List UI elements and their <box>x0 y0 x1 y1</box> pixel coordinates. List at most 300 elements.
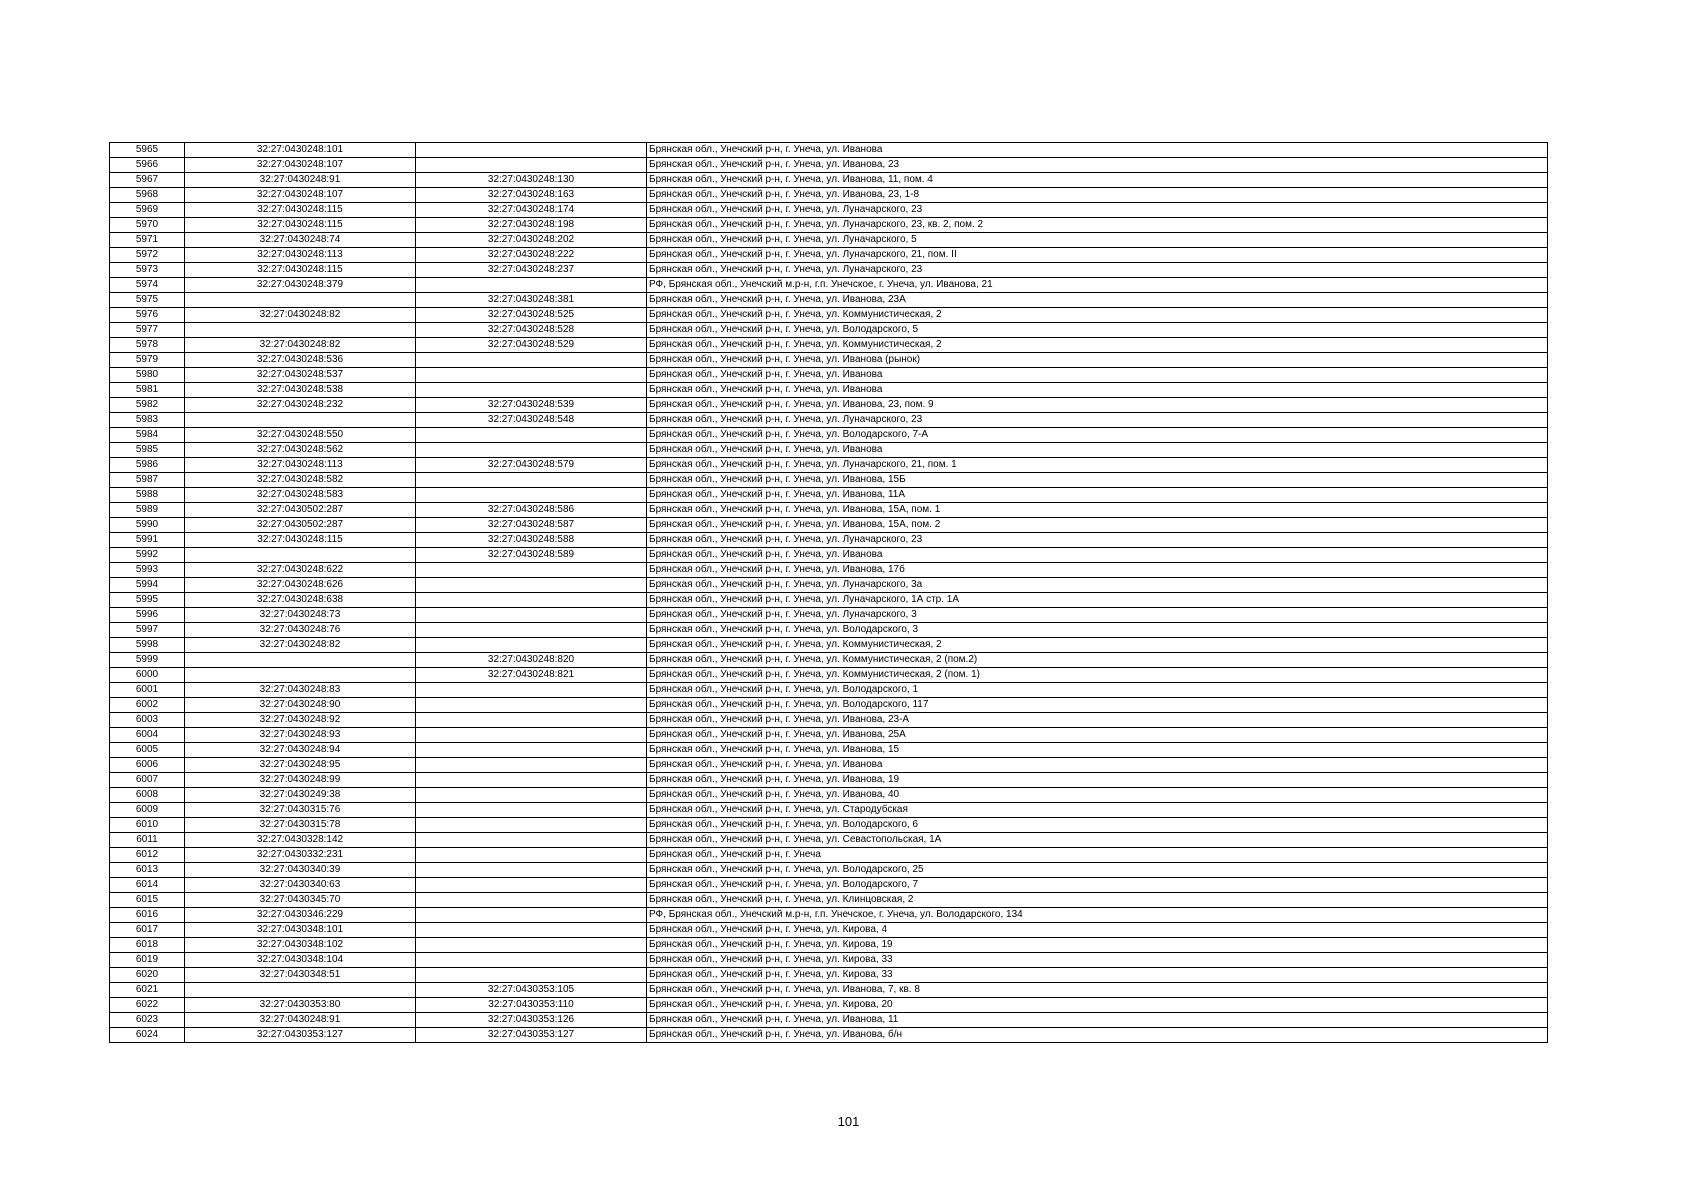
building-cadastral-number-cell <box>416 488 647 503</box>
cadastral-number-cell: 32:27:0430248:73 <box>185 608 416 623</box>
row-number-cell: 5991 <box>110 533 185 548</box>
building-cadastral-number-cell: 32:27:0430248:528 <box>416 323 647 338</box>
cadastral-number-cell: 32:27:0430345:70 <box>185 893 416 908</box>
building-cadastral-number-cell <box>416 758 647 773</box>
row-number-cell: 6010 <box>110 818 185 833</box>
table-row <box>110 188 1548 203</box>
building-cadastral-number-cell <box>416 833 647 848</box>
row-number-cell: 5979 <box>110 353 185 368</box>
building-cadastral-number-cell <box>416 878 647 893</box>
row-number-cell: 5985 <box>110 443 185 458</box>
cadastral-number-cell: 32:27:0430353:127 <box>185 1028 416 1043</box>
row-number-cell: 5982 <box>110 398 185 413</box>
table-row <box>110 683 1548 698</box>
building-cadastral-number-cell: 32:27:0430248:381 <box>416 293 647 308</box>
row-number-cell: 5971 <box>110 233 185 248</box>
cadastral-number-cell <box>185 983 416 998</box>
address-cell: Брянская обл., Унечский р-н, г. Унеча, ул. Иванова <box>647 143 1548 158</box>
row-number-cell: 6013 <box>110 863 185 878</box>
building-cadastral-number-cell <box>416 443 647 458</box>
address-cell: Брянская обл., Унечский р-н, г. Унеча, ул. Иванова, 7, кв. 8 <box>647 983 1548 998</box>
table-row <box>110 758 1548 773</box>
address-cell: Брянская обл., Унечский р-н, г. Унеча, ул. Клинцовская, 2 <box>647 893 1548 908</box>
building-cadastral-number-cell <box>416 608 647 623</box>
building-cadastral-number-cell: 32:27:0430353:126 <box>416 1013 647 1028</box>
cadastral-number-cell: 32:27:0430248:91 <box>185 173 416 188</box>
address-cell: Брянская обл., Унечский р-н, г. Унеча, ул. Иванова, 15А, пом. 1 <box>647 503 1548 518</box>
row-number-cell: 6002 <box>110 698 185 713</box>
table-row <box>110 218 1548 233</box>
cadastral-number-cell: 32:27:0430248:92 <box>185 713 416 728</box>
property-table <box>109 142 1548 1043</box>
address-cell: Брянская обл., Унечский р-н, г. Унеча, ул. Коммунистическая, 2 <box>647 338 1548 353</box>
row-number-cell: 6009 <box>110 803 185 818</box>
table-row <box>110 278 1548 293</box>
table-row <box>110 713 1548 728</box>
address-cell: Брянская обл., Унечский р-н, г. Унеча, ул. Кирова, 33 <box>647 968 1548 983</box>
address-cell: Брянская обл., Унечский р-н, г. Унеча, ул. Володарского, 25 <box>647 863 1548 878</box>
building-cadastral-number-cell: 32:27:0430248:130 <box>416 173 647 188</box>
cadastral-number-cell: 32:27:0430248:113 <box>185 458 416 473</box>
table-row <box>110 908 1548 923</box>
address-cell: Брянская обл., Унечский р-н, г. Унеча, ул. Кирова, 19 <box>647 938 1548 953</box>
table-row <box>110 698 1548 713</box>
cadastral-number-cell: 32:27:0430248:90 <box>185 698 416 713</box>
address-cell: Брянская обл., Унечский р-н, г. Унеча, ул. Володарского, 117 <box>647 698 1548 713</box>
table-row <box>110 848 1548 863</box>
table-row <box>110 533 1548 548</box>
address-cell: Брянская обл., Унечский р-н, г. Унеча, ул. Иванова, 23-А <box>647 713 1548 728</box>
building-cadastral-number-cell <box>416 623 647 638</box>
row-number-cell: 5975 <box>110 293 185 308</box>
table-row <box>110 308 1548 323</box>
row-number-cell: 6018 <box>110 938 185 953</box>
building-cadastral-number-cell <box>416 818 647 833</box>
row-number-cell: 6004 <box>110 728 185 743</box>
table-row <box>110 1028 1548 1043</box>
table-row <box>110 158 1548 173</box>
address-cell: Брянская обл., Унечский р-н, г. Унеча, ул. Иванова, 23А <box>647 293 1548 308</box>
cadastral-number-cell: 32:27:0430248:379 <box>185 278 416 293</box>
table-row <box>110 338 1548 353</box>
table-row <box>110 413 1548 428</box>
building-cadastral-number-cell: 32:27:0430248:222 <box>416 248 647 263</box>
address-cell: Брянская обл., Унечский р-н, г. Унеча, ул. Володарского, 1 <box>647 683 1548 698</box>
address-cell: Брянская обл., Унечский р-н, г. Унеча, ул. Луначарского, 3 <box>647 608 1548 623</box>
address-cell: Брянская обл., Унечский р-н, г. Унеча, ул. Иванова <box>647 383 1548 398</box>
table-row <box>110 833 1548 848</box>
table-row <box>110 173 1548 188</box>
cadastral-number-cell: 32:27:0430346:229 <box>185 908 416 923</box>
building-cadastral-number-cell: 32:27:0430248:821 <box>416 668 647 683</box>
cadastral-number-cell: 32:27:0430248:638 <box>185 593 416 608</box>
table-row <box>110 563 1548 578</box>
cadastral-number-cell: 32:27:0430248:107 <box>185 188 416 203</box>
address-cell: Брянская обл., Унечский р-н, г. Унеча <box>647 848 1548 863</box>
address-cell: Брянская обл., Унечский р-н, г. Унеча, ул. Луначарского, 23 <box>647 413 1548 428</box>
cadastral-number-cell <box>185 653 416 668</box>
cadastral-number-cell: 32:27:0430248:536 <box>185 353 416 368</box>
row-number-cell: 6017 <box>110 923 185 938</box>
row-number-cell: 5992 <box>110 548 185 563</box>
row-number-cell: 6001 <box>110 683 185 698</box>
building-cadastral-number-cell <box>416 848 647 863</box>
address-cell: Брянская обл., Унечский р-н, г. Унеча, ул. Володарского, 6 <box>647 818 1548 833</box>
table-row <box>110 548 1548 563</box>
table-row <box>110 653 1548 668</box>
cadastral-number-cell: 32:27:0430328:142 <box>185 833 416 848</box>
cadastral-number-cell: 32:27:0430502:287 <box>185 518 416 533</box>
address-cell: Брянская обл., Унечский р-н, г. Унеча, ул. Иванова <box>647 443 1548 458</box>
row-number-cell: 5994 <box>110 578 185 593</box>
cadastral-number-cell: 32:27:0430248:101 <box>185 143 416 158</box>
cadastral-number-cell: 32:27:0430248:76 <box>185 623 416 638</box>
cadastral-number-cell: 32:27:0430248:115 <box>185 203 416 218</box>
building-cadastral-number-cell: 32:27:0430248:588 <box>416 533 647 548</box>
cadastral-number-cell: 32:27:0430248:583 <box>185 488 416 503</box>
row-number-cell: 5983 <box>110 413 185 428</box>
building-cadastral-number-cell <box>416 908 647 923</box>
row-number-cell: 5984 <box>110 428 185 443</box>
address-cell: Брянская обл., Унечский р-н, г. Унеча, ул. Иванова (рынок) <box>647 353 1548 368</box>
cadastral-number-cell: 32:27:0430248:115 <box>185 533 416 548</box>
building-cadastral-number-cell: 32:27:0430248:529 <box>416 338 647 353</box>
cadastral-number-cell: 32:27:0430248:82 <box>185 308 416 323</box>
building-cadastral-number-cell: 32:27:0430353:105 <box>416 983 647 998</box>
table-row <box>110 668 1548 683</box>
table-row <box>110 983 1548 998</box>
cadastral-number-cell: 32:27:0430248:94 <box>185 743 416 758</box>
row-number-cell: 5977 <box>110 323 185 338</box>
cadastral-number-cell: 32:27:0430249:38 <box>185 788 416 803</box>
building-cadastral-number-cell: 32:27:0430248:587 <box>416 518 647 533</box>
cadastral-number-cell: 32:27:0430248:74 <box>185 233 416 248</box>
address-cell: Брянская обл., Унечский р-н, г. Унеча, ул. Иванова, 11А <box>647 488 1548 503</box>
table-row <box>110 1013 1548 1028</box>
building-cadastral-number-cell <box>416 158 647 173</box>
row-number-cell: 5998 <box>110 638 185 653</box>
table-row <box>110 353 1548 368</box>
table-body <box>110 143 1548 1043</box>
table-row <box>110 938 1548 953</box>
cadastral-number-cell <box>185 293 416 308</box>
table-row <box>110 728 1548 743</box>
table-row <box>110 953 1548 968</box>
building-cadastral-number-cell <box>416 743 647 758</box>
row-number-cell: 6000 <box>110 668 185 683</box>
row-number-cell: 5997 <box>110 623 185 638</box>
building-cadastral-number-cell: 32:27:0430248:198 <box>416 218 647 233</box>
building-cadastral-number-cell <box>416 638 647 653</box>
cadastral-number-cell: 32:27:0430248:93 <box>185 728 416 743</box>
table-row <box>110 803 1548 818</box>
row-number-cell: 5999 <box>110 653 185 668</box>
address-cell: Брянская обл., Унечский р-н, г. Унеча, ул. Кирова, 20 <box>647 998 1548 1013</box>
row-number-cell: 6007 <box>110 773 185 788</box>
building-cadastral-number-cell: 32:27:0430248:539 <box>416 398 647 413</box>
cadastral-number-cell: 32:27:0430248:538 <box>185 383 416 398</box>
address-cell: Брянская обл., Унечский р-н, г. Унеча, ул. Иванова <box>647 368 1548 383</box>
table-row <box>110 638 1548 653</box>
row-number-cell: 5987 <box>110 473 185 488</box>
page-number: 101 <box>837 1114 860 1129</box>
cadastral-number-cell: 32:27:0430348:102 <box>185 938 416 953</box>
address-cell: Брянская обл., Унечский р-н, г. Унеча, ул. Стародубская <box>647 803 1548 818</box>
address-cell: Брянская обл., Унечский р-н, г. Унеча, ул. Луначарского, 23 <box>647 263 1548 278</box>
cadastral-number-cell: 32:27:0430348:51 <box>185 968 416 983</box>
table-row <box>110 518 1548 533</box>
building-cadastral-number-cell <box>416 803 647 818</box>
row-number-cell: 6014 <box>110 878 185 893</box>
building-cadastral-number-cell <box>416 428 647 443</box>
building-cadastral-number-cell: 32:27:0430248:237 <box>416 263 647 278</box>
table-row <box>110 368 1548 383</box>
building-cadastral-number-cell <box>416 923 647 938</box>
table-row <box>110 323 1548 338</box>
row-number-cell: 5965 <box>110 143 185 158</box>
building-cadastral-number-cell <box>416 713 647 728</box>
row-number-cell: 6020 <box>110 968 185 983</box>
table-row <box>110 458 1548 473</box>
table-row <box>110 488 1548 503</box>
table-row <box>110 998 1548 1013</box>
row-number-cell: 5988 <box>110 488 185 503</box>
address-cell: Брянская обл., Унечский р-н, г. Унеча, ул. Коммунистическая, 2 <box>647 638 1548 653</box>
address-cell: Брянская обл., Унечский р-н, г. Унеча, ул. Иванова, б/н <box>647 1028 1548 1043</box>
building-cadastral-number-cell <box>416 368 647 383</box>
row-number-cell: 5972 <box>110 248 185 263</box>
address-cell: РФ, Брянская обл., Унечский м.р-н, г.п. Унечское, г. Унеча, ул. Иванова, 21 <box>647 278 1548 293</box>
cadastral-number-cell: 32:27:0430248:582 <box>185 473 416 488</box>
cadastral-number-cell: 32:27:0430340:63 <box>185 878 416 893</box>
address-cell: Брянская обл., Унечский р-н, г. Унеча, ул. Володарского, 5 <box>647 323 1548 338</box>
table-row <box>110 578 1548 593</box>
building-cadastral-number-cell: 32:27:0430248:525 <box>416 308 647 323</box>
address-cell: Брянская обл., Унечский р-н, г. Унеча, ул. Володарского, 7-А <box>647 428 1548 443</box>
address-cell: Брянская обл., Унечский р-н, г. Унеча, ул. Луначарского, 23 <box>647 533 1548 548</box>
row-number-cell: 5967 <box>110 173 185 188</box>
building-cadastral-number-cell <box>416 353 647 368</box>
table-row <box>110 608 1548 623</box>
cadastral-number-cell: 32:27:0430248:626 <box>185 578 416 593</box>
row-number-cell: 6023 <box>110 1013 185 1028</box>
cadastral-number-cell: 32:27:0430353:80 <box>185 998 416 1013</box>
row-number-cell: 5995 <box>110 593 185 608</box>
building-cadastral-number-cell: 32:27:0430248:820 <box>416 653 647 668</box>
building-cadastral-number-cell <box>416 278 647 293</box>
address-cell: РФ, Брянская обл., Унечский м.р-н, г.п. Унечское, г. Унеча, ул. Володарского, 134 <box>647 908 1548 923</box>
building-cadastral-number-cell <box>416 893 647 908</box>
row-number-cell: 6011 <box>110 833 185 848</box>
address-cell: Брянская обл., Унечский р-н, г. Унеча, ул. Иванова, 11 <box>647 1013 1548 1028</box>
building-cadastral-number-cell: 32:27:0430248:579 <box>416 458 647 473</box>
building-cadastral-number-cell <box>416 863 647 878</box>
row-number-cell: 6008 <box>110 788 185 803</box>
building-cadastral-number-cell: 32:27:0430353:127 <box>416 1028 647 1043</box>
table-row <box>110 233 1548 248</box>
address-cell: Брянская обл., Унечский р-н, г. Унеча, ул. Кирова, 4 <box>647 923 1548 938</box>
building-cadastral-number-cell <box>416 698 647 713</box>
row-number-cell: 5990 <box>110 518 185 533</box>
address-cell: Брянская обл., Унечский р-н, г. Унеча, ул. Иванова <box>647 758 1548 773</box>
row-number-cell: 5970 <box>110 218 185 233</box>
building-cadastral-number-cell: 32:27:0430248:589 <box>416 548 647 563</box>
row-number-cell: 5968 <box>110 188 185 203</box>
building-cadastral-number-cell <box>416 938 647 953</box>
address-cell: Брянская обл., Унечский р-н, г. Унеча, ул. Иванова, 23 <box>647 158 1548 173</box>
table-row <box>110 263 1548 278</box>
building-cadastral-number-cell <box>416 143 647 158</box>
table-row <box>110 968 1548 983</box>
building-cadastral-number-cell <box>416 728 647 743</box>
table-row <box>110 443 1548 458</box>
cadastral-number-cell: 32:27:0430248:82 <box>185 338 416 353</box>
table-row <box>110 593 1548 608</box>
cadastral-number-cell <box>185 548 416 563</box>
cadastral-number-cell <box>185 668 416 683</box>
cadastral-number-cell: 32:27:0430502:287 <box>185 503 416 518</box>
cadastral-number-cell: 32:27:0430248:115 <box>185 218 416 233</box>
row-number-cell: 6016 <box>110 908 185 923</box>
row-number-cell: 6015 <box>110 893 185 908</box>
address-cell: Брянская обл., Унечский р-н, г. Унеча, ул. Кирова, 33 <box>647 953 1548 968</box>
building-cadastral-number-cell: 32:27:0430248:174 <box>416 203 647 218</box>
building-cadastral-number-cell <box>416 968 647 983</box>
cadastral-number-cell: 32:27:0430248:232 <box>185 398 416 413</box>
cadastral-number-cell: 32:27:0430248:115 <box>185 263 416 278</box>
building-cadastral-number-cell: 32:27:0430248:548 <box>416 413 647 428</box>
cadastral-number-cell: 32:27:0430348:101 <box>185 923 416 938</box>
table-row <box>110 143 1548 158</box>
cadastral-number-cell: 32:27:0430248:91 <box>185 1013 416 1028</box>
table-row <box>110 383 1548 398</box>
address-cell: Брянская обл., Унечский р-н, г. Унеча, ул. Володарского, 3 <box>647 623 1548 638</box>
table-row <box>110 788 1548 803</box>
building-cadastral-number-cell <box>416 593 647 608</box>
table-row <box>110 623 1548 638</box>
address-cell: Брянская обл., Унечский р-н, г. Унеча, ул. Володарского, 7 <box>647 878 1548 893</box>
row-number-cell: 5966 <box>110 158 185 173</box>
row-number-cell: 6019 <box>110 953 185 968</box>
address-cell: Брянская обл., Унечский р-н, г. Унеча, ул. Иванова, 19 <box>647 773 1548 788</box>
row-number-cell: 6022 <box>110 998 185 1013</box>
address-cell: Брянская обл., Унечский р-н, г. Унеча, ул. Иванова, 40 <box>647 788 1548 803</box>
cadastral-number-cell: 32:27:0430248:562 <box>185 443 416 458</box>
cadastral-number-cell: 32:27:0430248:82 <box>185 638 416 653</box>
address-cell: Брянская обл., Унечский р-н, г. Унеча, ул. Луначарского, 5 <box>647 233 1548 248</box>
table-row <box>110 743 1548 758</box>
cadastral-number-cell: 32:27:0430248:107 <box>185 158 416 173</box>
row-number-cell: 6006 <box>110 758 185 773</box>
address-cell: Брянская обл., Унечский р-н, г. Унеча, ул. Иванова, 23, пом. 9 <box>647 398 1548 413</box>
table-row <box>110 428 1548 443</box>
building-cadastral-number-cell: 32:27:0430353:110 <box>416 998 647 1013</box>
table-row <box>110 893 1548 908</box>
address-cell: Брянская обл., Унечский р-н, г. Унеча, ул. Севастопольская, 1А <box>647 833 1548 848</box>
row-number-cell: 5996 <box>110 608 185 623</box>
building-cadastral-number-cell <box>416 473 647 488</box>
row-number-cell: 5974 <box>110 278 185 293</box>
cadastral-number-cell: 32:27:0430248:113 <box>185 248 416 263</box>
cadastral-number-cell: 32:27:0430315:76 <box>185 803 416 818</box>
building-cadastral-number-cell: 32:27:0430248:202 <box>416 233 647 248</box>
table-row <box>110 293 1548 308</box>
address-cell: Брянская обл., Унечский р-н, г. Унеча, ул. Иванова, 15Б <box>647 473 1548 488</box>
building-cadastral-number-cell <box>416 578 647 593</box>
table-row <box>110 248 1548 263</box>
row-number-cell: 6005 <box>110 743 185 758</box>
cadastral-number-cell <box>185 323 416 338</box>
row-number-cell: 6021 <box>110 983 185 998</box>
table-row <box>110 473 1548 488</box>
building-cadastral-number-cell <box>416 683 647 698</box>
building-cadastral-number-cell <box>416 563 647 578</box>
address-cell: Брянская обл., Унечский р-н, г. Унеча, ул. Коммунистическая, 2 (пом.2) <box>647 653 1548 668</box>
building-cadastral-number-cell <box>416 773 647 788</box>
cadastral-number-cell: 32:27:0430315:78 <box>185 818 416 833</box>
row-number-cell: 5989 <box>110 503 185 518</box>
cadastral-number-cell: 32:27:0430248:83 <box>185 683 416 698</box>
row-number-cell: 5981 <box>110 383 185 398</box>
cadastral-number-cell: 32:27:0430248:99 <box>185 773 416 788</box>
cadastral-number-cell <box>185 413 416 428</box>
address-cell: Брянская обл., Унечский р-н, г. Унеча, ул. Иванова, 23, 1-8 <box>647 188 1548 203</box>
table-row <box>110 773 1548 788</box>
table-row <box>110 503 1548 518</box>
cadastral-number-cell: 32:27:0430248:537 <box>185 368 416 383</box>
building-cadastral-number-cell <box>416 383 647 398</box>
table-row <box>110 923 1548 938</box>
row-number-cell: 6024 <box>110 1028 185 1043</box>
row-number-cell: 5978 <box>110 338 185 353</box>
table-row <box>110 203 1548 218</box>
table-row <box>110 818 1548 833</box>
row-number-cell: 5980 <box>110 368 185 383</box>
building-cadastral-number-cell <box>416 953 647 968</box>
row-number-cell: 6012 <box>110 848 185 863</box>
cadastral-number-cell: 32:27:0430332:231 <box>185 848 416 863</box>
address-cell: Брянская обл., Унечский р-н, г. Унеча, ул. Иванова <box>647 548 1548 563</box>
address-cell: Брянская обл., Унечский р-н, г. Унеча, ул. Иванова, 25А <box>647 728 1548 743</box>
row-number-cell: 5986 <box>110 458 185 473</box>
row-number-cell: 5976 <box>110 308 185 323</box>
address-cell: Брянская обл., Унечский р-н, г. Унеча, ул. Луначарского, 23 <box>647 203 1548 218</box>
row-number-cell: 5969 <box>110 203 185 218</box>
address-cell: Брянская обл., Унечский р-н, г. Унеча, ул. Луначарского, 3а <box>647 578 1548 593</box>
cadastral-number-cell: 32:27:0430348:104 <box>185 953 416 968</box>
row-number-cell: 6003 <box>110 713 185 728</box>
cadastral-number-cell: 32:27:0430248:622 <box>185 563 416 578</box>
cadastral-number-cell: 32:27:0430248:550 <box>185 428 416 443</box>
address-cell: Брянская обл., Унечский р-н, г. Унеча, ул. Луначарского, 21, пом. 1 <box>647 458 1548 473</box>
address-cell: Брянская обл., Унечский р-н, г. Унеча, ул. Луначарского, 1А стр. 1А <box>647 593 1548 608</box>
address-cell: Брянская обл., Унечский р-н, г. Унеча, ул. Луначарского, 23, кв. 2, пом. 2 <box>647 218 1548 233</box>
address-cell: Брянская обл., Унечский р-н, г. Унеча, ул. Иванова, 17б <box>647 563 1548 578</box>
table-row <box>110 878 1548 893</box>
cadastral-number-cell: 32:27:0430248:95 <box>185 758 416 773</box>
building-cadastral-number-cell: 32:27:0430248:163 <box>416 188 647 203</box>
address-cell: Брянская обл., Унечский р-н, г. Унеча, ул. Луначарского, 21, пом. II <box>647 248 1548 263</box>
address-cell: Брянская обл., Унечский р-н, г. Унеча, ул. Иванова, 11, пом. 4 <box>647 173 1548 188</box>
table-row <box>110 398 1548 413</box>
address-cell: Брянская обл., Унечский р-н, г. Унеча, ул. Коммунистическая, 2 (пом. 1) <box>647 668 1548 683</box>
cadastral-number-cell: 32:27:0430340:39 <box>185 863 416 878</box>
table-row <box>110 863 1548 878</box>
address-cell: Брянская обл., Унечский р-н, г. Унеча, ул. Коммунистическая, 2 <box>647 308 1548 323</box>
address-cell: Брянская обл., Унечский р-н, г. Унеча, ул. Иванова, 15А, пом. 2 <box>647 518 1548 533</box>
row-number-cell: 5993 <box>110 563 185 578</box>
building-cadastral-number-cell: 32:27:0430248:586 <box>416 503 647 518</box>
